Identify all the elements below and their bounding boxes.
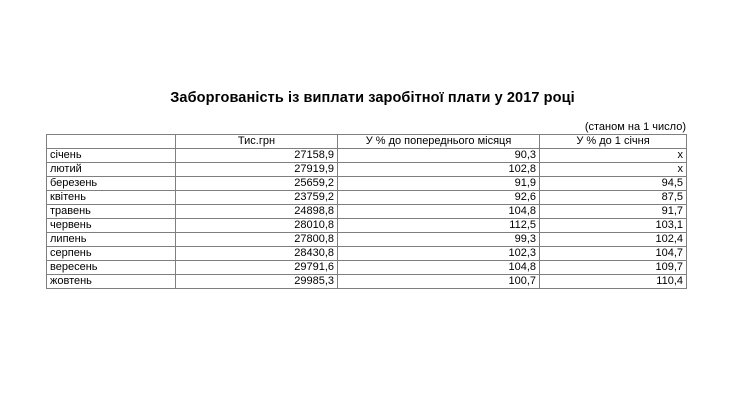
table-row (47, 233, 687, 247)
amount-cell: 25659,2 (176, 177, 338, 191)
pct-jan-cell: 94,5 (540, 177, 687, 191)
header-thousand-uah: Тис.грн (176, 135, 338, 149)
table-row (47, 219, 687, 233)
date-note: (станом на 1 число) (584, 121, 686, 133)
amount-cell: 24898,8 (176, 205, 338, 219)
pct-prev-cell: 100,7 (338, 275, 540, 289)
pct-prev-cell: 91,9 (338, 177, 540, 191)
table-row (47, 261, 687, 275)
pct-jan-cell: 91,7 (540, 205, 687, 219)
pct-prev-cell: 102,3 (338, 247, 540, 261)
pct-prev-cell: 102,8 (338, 163, 540, 177)
month-cell: березень (47, 177, 176, 191)
pct-jan-cell: 104,7 (540, 247, 687, 261)
table-row (47, 247, 687, 261)
month-cell: вересень (47, 261, 176, 275)
amount-cell: 27158,9 (176, 149, 338, 163)
pct-prev-cell: 90,3 (338, 149, 540, 163)
month-cell: лютий (47, 163, 176, 177)
arrears-table (46, 134, 687, 289)
table-header-row (47, 135, 687, 149)
month-cell: травень (47, 205, 176, 219)
month-cell: жовтень (47, 275, 176, 289)
table-row (47, 205, 687, 219)
pct-jan-cell: 87,5 (540, 191, 687, 205)
table-row (47, 191, 687, 205)
document-title: Заборгованість із виплати заробітної плати у 2017 році (170, 90, 575, 106)
amount-cell: 29985,3 (176, 275, 338, 289)
amount-cell: 23759,2 (176, 191, 338, 205)
table-row (47, 177, 687, 191)
pct-jan-cell: х (540, 149, 687, 163)
table-row (47, 275, 687, 289)
amount-cell: 27919,9 (176, 163, 338, 177)
pct-jan-cell: 109,7 (540, 261, 687, 275)
pct-jan-cell: 102,4 (540, 233, 687, 247)
pct-jan-cell: 103,1 (540, 219, 687, 233)
amount-cell: 29791,6 (176, 261, 338, 275)
month-cell: червень (47, 219, 176, 233)
amount-cell: 28430,8 (176, 247, 338, 261)
pct-prev-cell: 112,5 (338, 219, 540, 233)
header-pct-jan-1: У % до 1 січня (540, 135, 687, 149)
header-month (47, 135, 176, 149)
amount-cell: 27800,8 (176, 233, 338, 247)
month-cell: квітень (47, 191, 176, 205)
month-cell: липень (47, 233, 176, 247)
pct-jan-cell: х (540, 163, 687, 177)
pct-prev-cell: 104,8 (338, 261, 540, 275)
month-cell: серпень (47, 247, 176, 261)
amount-cell: 28010,8 (176, 219, 338, 233)
pct-jan-cell: 110,4 (540, 275, 687, 289)
pct-prev-cell: 99,3 (338, 233, 540, 247)
pct-prev-cell: 104,8 (338, 205, 540, 219)
table-row (47, 163, 687, 177)
header-pct-prev-month: У % до попереднього місяця (338, 135, 540, 149)
month-cell: січень (47, 149, 176, 163)
table-row (47, 149, 687, 163)
pct-prev-cell: 92,6 (338, 191, 540, 205)
